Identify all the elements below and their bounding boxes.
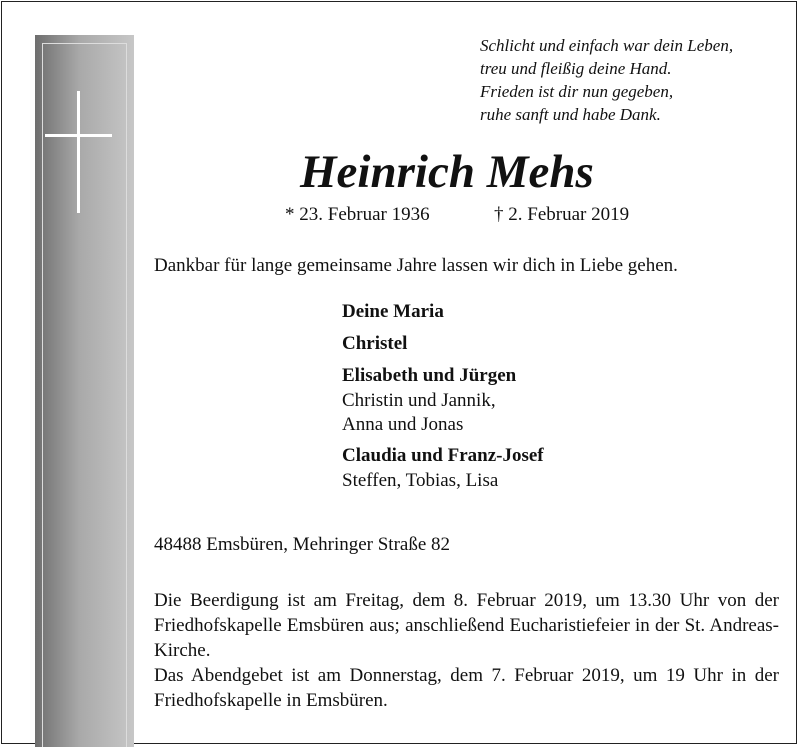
funeral-info: Die Beerdigung ist am Freitag, dem 8. Februar 2019, um 13.30 Uhr von der Friedhofskapelle Emsbüren aus; anschließend Eucharistiefeier in der St. Andreas-Kirche. — [154, 590, 779, 661]
deceased-name: Heinrich Mehs — [300, 146, 594, 198]
birth-date: * 23. Februar 1936 — [285, 204, 430, 225]
poem-line: ruhe sanft und habe Dank. — [480, 105, 661, 124]
mourner-name: Elisabeth und Jürgen — [342, 365, 517, 386]
poem-line: Schlicht und einfach war dein Leben, — [480, 36, 734, 55]
poem-line: treu und fleißig deine Hand. — [480, 59, 672, 78]
dedication-text: Dankbar für lange gemeinsame Jahre lassen wir dich in Liebe gehen. — [154, 255, 678, 276]
poem-line: Frieden ist dir nun gegeben, — [480, 82, 674, 101]
decorative-band — [35, 35, 134, 747]
mourner-name: Claudia und Franz-Josef — [342, 445, 544, 466]
mourner-group — [342, 331, 672, 357]
prayer-info: Das Abendgebet ist am Donnerstag, dem 7. Februar 2019, um 19 Uhr in der Friedhofskapelle in Emsbüren. — [154, 665, 779, 711]
mourner-relatives: Christin und Jannik, — [342, 390, 496, 411]
mourner-group — [342, 443, 672, 493]
mourner-group — [342, 299, 672, 325]
obituary-notice — [1, 1, 797, 744]
mourners-list — [342, 299, 672, 499]
poem — [480, 34, 780, 126]
cross-icon-bar — [45, 134, 112, 137]
mourner-name: Christel — [342, 333, 408, 354]
mourner-relatives: Anna und Jonas — [342, 414, 464, 435]
band-frame — [42, 43, 127, 747]
mourner-relatives: Steffen, Tobias, Lisa — [342, 470, 499, 491]
cross-icon — [77, 91, 80, 213]
mourner-group — [342, 363, 672, 437]
address: 48488 Emsbüren, Mehringer Straße 82 — [154, 534, 451, 555]
death-date: † 2. Februar 2019 — [494, 204, 630, 225]
mourner-name: Deine Maria — [342, 301, 444, 322]
